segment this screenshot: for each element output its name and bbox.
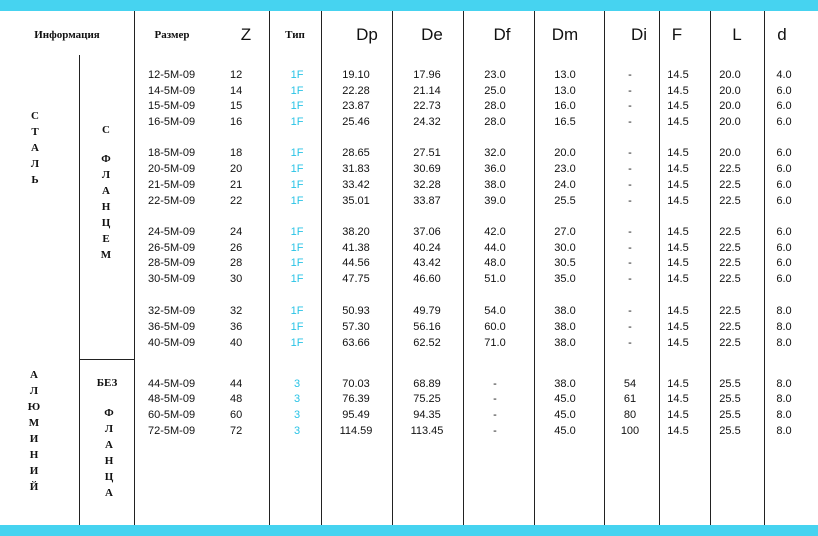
table-row: [0, 114, 818, 130]
cell-df: 44.0: [484, 242, 506, 254]
cell-de: 62.52: [413, 337, 441, 349]
header-info: Информация: [34, 29, 100, 41]
cell-dm: 24.0: [554, 179, 576, 191]
cell-de: 43.42: [413, 257, 441, 269]
table-row: [0, 271, 818, 287]
cell-dm: 35.0: [554, 273, 576, 285]
cell-d: 6.0: [776, 179, 792, 191]
cell-f: 14.5: [667, 100, 689, 112]
cell-l: 22.5: [719, 195, 741, 207]
cell-dp: 114.59: [339, 425, 373, 437]
cell-l: 22.5: [719, 305, 741, 317]
cell-type: 3: [293, 409, 301, 421]
cell-df: 60.0: [484, 321, 506, 333]
cell-size: 32-5M-09: [148, 305, 196, 317]
cell-di: 80: [623, 409, 637, 421]
cell-de: 46.60: [413, 273, 441, 285]
header-z: Z: [240, 25, 252, 44]
cell-df: 32.0: [484, 147, 506, 159]
cell-size: 44-5M-09: [148, 378, 196, 390]
cell-size: 22-5M-09: [148, 195, 196, 207]
cell-f: 14.5: [667, 337, 689, 349]
table-row: [0, 255, 818, 271]
cell-dp: 47.75: [342, 273, 370, 285]
cell-di: 61: [623, 393, 637, 405]
cell-type: 3: [293, 425, 301, 437]
cell-l: 20.0: [719, 116, 741, 128]
cell-dm: 38.0: [554, 337, 576, 349]
cell-dm: 25.5: [554, 195, 576, 207]
cell-di: -: [628, 85, 632, 97]
cell-di: -: [628, 257, 632, 269]
table-row: [0, 224, 818, 240]
cell-di: 54: [623, 378, 637, 390]
category-with-flange-prefix: С: [102, 124, 110, 136]
cell-z: 60: [230, 409, 243, 421]
cell-type: 1F: [290, 179, 304, 191]
cell-dm: 30.5: [554, 257, 576, 269]
cell-type: 1F: [290, 305, 304, 317]
cell-d: 6.0: [776, 226, 792, 238]
cell-di: -: [628, 179, 632, 191]
cell-size: 12-5M-09: [148, 69, 196, 81]
cell-d: 6.0: [776, 195, 792, 207]
cell-di: -: [628, 337, 632, 349]
cell-dm: 38.0: [554, 321, 576, 333]
cell-di: -: [628, 163, 632, 175]
cell-d: 6.0: [776, 85, 792, 97]
cell-z: 72: [230, 425, 243, 437]
table-row: [0, 391, 818, 407]
cell-f: 14.5: [667, 273, 689, 285]
cell-z: 48: [230, 393, 243, 405]
cell-f: 14.5: [667, 257, 689, 269]
cell-type: 1F: [290, 163, 304, 175]
cell-de: 32.28: [413, 179, 441, 191]
header-dm: Dm: [551, 25, 579, 44]
cell-size: 40-5M-09: [148, 337, 196, 349]
cell-dp: 70.03: [342, 378, 370, 390]
table-row: [0, 67, 818, 83]
table-row: [0, 423, 818, 439]
cell-z: 26: [230, 242, 243, 254]
cell-d: 6.0: [776, 273, 792, 285]
cell-l: 22.5: [719, 321, 741, 333]
cell-d: 6.0: [776, 163, 792, 175]
cell-l: 25.5: [719, 393, 741, 405]
cell-de: 75.25: [413, 393, 441, 405]
cell-size: 24-5M-09: [148, 226, 196, 238]
cell-d: 8.0: [776, 409, 792, 421]
cell-type: 1F: [290, 195, 304, 207]
cell-f: 14.5: [667, 305, 689, 317]
cell-l: 22.5: [719, 337, 741, 349]
cell-df: 36.0: [484, 163, 506, 175]
cell-di: 100: [620, 425, 640, 437]
cell-type: 1F: [290, 116, 304, 128]
cell-size: 36-5M-09: [148, 321, 196, 333]
cell-d: 4.0: [776, 69, 792, 81]
cell-di: -: [628, 226, 632, 238]
cell-df: 28.0: [484, 100, 506, 112]
category-no-flange-prefix: БЕЗ: [96, 377, 118, 389]
cell-dp: 57.30: [342, 321, 370, 333]
cell-z: 16: [230, 116, 243, 128]
cell-type: 1F: [290, 85, 304, 97]
category-no-flange: Ф Л А Н Ц А: [104, 407, 114, 499]
category-aluminium: А Л Ю М И Н И Й: [27, 369, 41, 493]
cell-d: 8.0: [776, 425, 792, 437]
cell-l: 25.5: [719, 378, 741, 390]
cell-size: 30-5M-09: [148, 273, 196, 285]
cell-de: 113.45: [410, 425, 444, 437]
cell-type: 1F: [290, 226, 304, 238]
cell-de: 68.89: [413, 378, 441, 390]
cell-size: 21-5M-09: [148, 179, 196, 191]
cell-f: 14.5: [667, 378, 689, 390]
cell-z: 36: [230, 321, 243, 333]
cell-de: 17.96: [413, 69, 441, 81]
cell-de: 30.69: [413, 163, 441, 175]
cell-l: 20.0: [719, 100, 741, 112]
cell-de: 22.73: [413, 100, 441, 112]
cell-di: -: [628, 69, 632, 81]
cell-z: 15: [230, 100, 243, 112]
cell-de: 21.14: [413, 85, 441, 97]
cell-d: 8.0: [776, 337, 792, 349]
cell-l: 22.5: [719, 179, 741, 191]
cell-f: 14.5: [667, 226, 689, 238]
header-size: Размер: [154, 29, 190, 41]
cell-di: -: [628, 147, 632, 159]
table-row: [0, 161, 818, 177]
cell-l: 20.0: [719, 85, 741, 97]
category-with-flange: Ф Л А Н Ц Е М: [100, 153, 112, 261]
table-row: [0, 177, 818, 193]
cell-df: 48.0: [484, 257, 506, 269]
cell-l: 22.5: [719, 257, 741, 269]
cell-di: -: [628, 242, 632, 254]
cell-de: 40.24: [413, 242, 441, 254]
cell-dp: 31.83: [342, 163, 370, 175]
cell-di: -: [628, 116, 632, 128]
cell-type: 1F: [290, 257, 304, 269]
cell-dp: 22.28: [342, 85, 370, 97]
category-steel: С Т А Л Ь: [30, 110, 40, 186]
cell-size: 16-5M-09: [148, 116, 196, 128]
cell-de: 27.51: [413, 147, 441, 159]
cell-df: 25.0: [484, 85, 506, 97]
cell-df: -: [493, 425, 497, 437]
cell-dm: 30.0: [554, 242, 576, 254]
cell-df: -: [493, 378, 497, 390]
table-row: [0, 407, 818, 423]
cell-d: 8.0: [776, 305, 792, 317]
cell-f: 14.5: [667, 116, 689, 128]
cell-dm: 38.0: [554, 305, 576, 317]
cell-de: 56.16: [413, 321, 441, 333]
table-row: [0, 98, 818, 114]
cell-type: 1F: [290, 321, 304, 333]
cell-df: 28.0: [484, 116, 506, 128]
cell-de: 33.87: [413, 195, 441, 207]
cell-l: 22.5: [719, 163, 741, 175]
cell-f: 14.5: [667, 409, 689, 421]
cell-z: 24: [230, 226, 243, 238]
cell-size: 14-5M-09: [148, 85, 196, 97]
cell-dm: 13.0: [554, 69, 576, 81]
cell-z: 12: [230, 69, 243, 81]
cell-z: 32: [230, 305, 243, 317]
cell-type: 1F: [290, 242, 304, 254]
cell-df: -: [493, 409, 497, 421]
cell-dm: 45.0: [554, 409, 576, 421]
cell-size: 20-5M-09: [148, 163, 196, 175]
cell-f: 14.5: [667, 321, 689, 333]
table-row: [0, 303, 818, 319]
cell-dm: 27.0: [554, 226, 576, 238]
cell-d: 6.0: [776, 242, 792, 254]
table-row: [0, 240, 818, 256]
cell-df: 51.0: [484, 273, 506, 285]
cell-d: 6.0: [776, 100, 792, 112]
cell-type: 1F: [290, 100, 304, 112]
cell-df: 38.0: [484, 179, 506, 191]
cell-z: 21: [230, 179, 243, 191]
cell-z: 30: [230, 273, 243, 285]
cell-df: -: [493, 393, 497, 405]
cell-d: 8.0: [776, 321, 792, 333]
cell-dm: 45.0: [554, 393, 576, 405]
cell-de: 24.32: [413, 116, 441, 128]
cell-f: 14.5: [667, 393, 689, 405]
header-df: Df: [493, 25, 511, 44]
cell-di: -: [628, 305, 632, 317]
cell-dm: 45.0: [554, 425, 576, 437]
cell-f: 14.5: [667, 179, 689, 191]
header-di: Di: [630, 25, 648, 44]
cell-f: 14.5: [667, 147, 689, 159]
cell-size: 60-5M-09: [148, 409, 196, 421]
cell-type: 1F: [290, 69, 304, 81]
cell-df: 71.0: [484, 337, 506, 349]
cell-z: 20: [230, 163, 243, 175]
cell-type: 3: [293, 393, 301, 405]
cell-dp: 44.56: [342, 257, 370, 269]
cell-f: 14.5: [667, 85, 689, 97]
cell-dp: 63.66: [342, 337, 370, 349]
cell-dp: 41.38: [342, 242, 370, 254]
cell-size: 48-5M-09: [148, 393, 196, 405]
cell-dm: 20.0: [554, 147, 576, 159]
cell-dm: 13.0: [554, 85, 576, 97]
cell-size: 28-5M-09: [148, 257, 196, 269]
cell-type: 1F: [290, 273, 304, 285]
cell-df: 23.0: [484, 69, 506, 81]
cell-de: 49.79: [413, 305, 441, 317]
cell-di: -: [628, 100, 632, 112]
cell-f: 14.5: [667, 163, 689, 175]
cell-d: 8.0: [776, 393, 792, 405]
cell-f: 14.5: [667, 425, 689, 437]
cell-z: 40: [230, 337, 243, 349]
cell-d: 6.0: [776, 116, 792, 128]
table-row: [0, 193, 818, 209]
cell-df: 54.0: [484, 305, 506, 317]
cell-dm: 16.5: [554, 116, 576, 128]
cell-dm: 16.0: [554, 100, 576, 112]
header-de: De: [421, 25, 443, 44]
header-d: d: [777, 25, 787, 44]
cell-dp: 50.93: [342, 305, 370, 317]
cell-l: 25.5: [719, 409, 741, 421]
header-l: L: [732, 25, 742, 44]
cell-l: 22.5: [719, 242, 741, 254]
cell-de: 94.35: [413, 409, 441, 421]
table-row: [0, 145, 818, 161]
cell-d: 6.0: [776, 147, 792, 159]
cell-z: 18: [230, 147, 243, 159]
header-f: F: [671, 25, 683, 44]
cell-dp: 23.87: [342, 100, 370, 112]
cell-l: 25.5: [719, 425, 741, 437]
cell-f: 14.5: [667, 242, 689, 254]
cell-z: 28: [230, 257, 243, 269]
cell-d: 8.0: [776, 378, 792, 390]
cell-de: 37.06: [413, 226, 441, 238]
cell-type: 1F: [290, 337, 304, 349]
cell-dp: 95.49: [342, 409, 370, 421]
sprocket-table: [0, 11, 818, 525]
cell-dp: 25.46: [342, 116, 370, 128]
cell-di: -: [628, 273, 632, 285]
cell-f: 14.5: [667, 195, 689, 207]
cell-dm: 38.0: [554, 378, 576, 390]
cell-df: 39.0: [484, 195, 506, 207]
cell-type: 3: [293, 378, 301, 390]
cell-l: 22.5: [719, 226, 741, 238]
cell-dp: 76.39: [342, 393, 370, 405]
cell-dp: 38.20: [342, 226, 370, 238]
cell-dp: 35.01: [342, 195, 370, 207]
cell-size: 15-5M-09: [148, 100, 196, 112]
table-row: [0, 319, 818, 335]
cell-size: 18-5M-09: [148, 147, 196, 159]
cell-f: 14.5: [667, 69, 689, 81]
cell-d: 6.0: [776, 257, 792, 269]
cell-size: 26-5M-09: [148, 242, 196, 254]
cell-type: 1F: [290, 147, 304, 159]
cell-dm: 23.0: [554, 163, 576, 175]
cell-df: 42.0: [484, 226, 506, 238]
cell-l: 22.5: [719, 273, 741, 285]
cell-z: 44: [230, 378, 243, 390]
cell-dp: 28.65: [342, 147, 370, 159]
cell-di: -: [628, 195, 632, 207]
header-dp: Dp: [356, 25, 378, 44]
table-row: [0, 335, 818, 351]
cell-l: 20.0: [719, 69, 741, 81]
cell-l: 20.0: [719, 147, 741, 159]
cell-di: -: [628, 321, 632, 333]
header-type: Тип: [285, 29, 305, 41]
table-row: [0, 83, 818, 99]
cell-z: 22: [230, 195, 243, 207]
table-row: [0, 376, 818, 392]
cell-z: 14: [230, 85, 243, 97]
cell-dp: 19.10: [342, 69, 370, 81]
cell-dp: 33.42: [342, 179, 370, 191]
category-divider-horizontal: [79, 359, 134, 360]
cell-size: 72-5M-09: [148, 425, 196, 437]
